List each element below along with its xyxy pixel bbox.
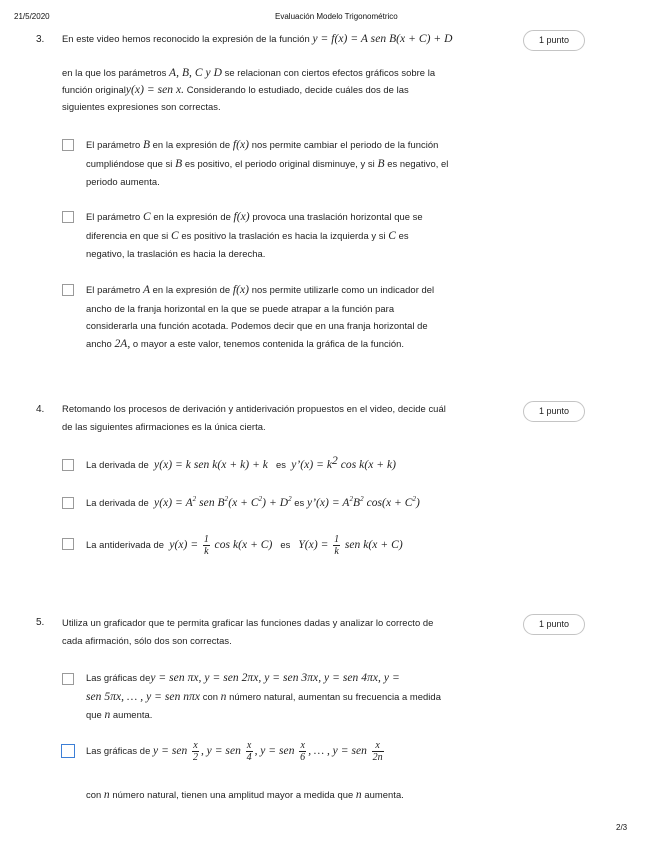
question-3-number: 3. [36,34,45,45]
question-3-points-badge: 1 punto [523,30,585,51]
question-3-intro [62,30,452,49]
question-4-prompt: Retomando los procesos de derivación y antiderivación propuestos en el video, decide cuál de las siguientes afirmaciones es la única cierta. [62,403,446,432]
print-date: 21/5/2020 [14,12,50,21]
q3-option-2-text: El parámetro C en la expresión de f(x) provoca una traslación horizontal que se diferencia en que si C es positivo la traslación es hacia la izquierda y si C es negativo, la traslación es hacia la derecha. [86,211,423,260]
q3-original-function: y(x) = sen x. [125,84,185,96]
q4-option-3-checkbox[interactable] [62,538,74,550]
document-title: Evaluación Modelo Trigonométrico [275,12,398,21]
q5-option-2-text: Las gráficas de y = sen $\frac{x}{2}$ , y = sen $\frac{x}{4}$ , y = sen $\frac{x}{6}$ , … , y = sen $\frac{x}{2n}$ [86,740,383,763]
q5-option-2-checkbox[interactable] [61,744,75,758]
q3-line4: siguientes expresiones son correctas. [62,101,221,112]
question-4-points-badge: 1 punto [523,401,585,422]
q4-option-1-checkbox[interactable] [62,459,74,471]
question-4-number: 4. [36,404,45,415]
question-5-prompt: Utiliza un graficador que te permita graficar las funciones dadas y analizar lo correcto de cada afirmación, sólo dos son correctas. [62,617,434,646]
q5-option-1-text: Las gráficas dey = sen πx, y = sen 2πx, y = sen 3πx, y = sen 4πx, y = sen 5πx, … , y = sen nπx con n número natural, aumentan su frecuencia a medida que n aumenta. [86,672,441,722]
q3-formula: y = f(x) = A sen B(x + C) + D [312,33,453,45]
q3-intro-text: En este video hemos reconocido la expresión de la función [62,33,310,44]
question-5-points-badge: 1 punto [523,614,585,635]
q3-line3: función originaly(x) = sen x. Considerando lo estudiado, decide cuáles dos de las [62,84,409,96]
q3-option-2-checkbox[interactable] [62,211,74,223]
q4-option-2-text: La derivada de $y(x) = A^2$ sen $B^2(x + C^2) + D^2$ es y’(x) = $A^2B^2$ $\cos(x + C^2)$ [86,495,420,509]
q5-option-1-checkbox[interactable] [62,673,74,685]
question-5-number: 5. [36,617,45,628]
q3-line2: en la que los parámetros A, B, C y D se relacionan con ciertos efectos gráficos sobre la [62,67,436,79]
page-number: 2/3 [616,823,628,832]
q5-option-2-continuation: con n número natural, tienen una amplitud mayor a medida que n aumenta. [86,789,404,801]
q4-option-2-checkbox[interactable] [62,497,74,509]
q4-option-1-text: La derivada de y(x) = k sen k(x + k) + k es y’(x) = $k^2$ cos k(x + k) [86,454,397,471]
q3-option-1-checkbox[interactable] [62,139,74,151]
q3-params: A, B, C y D [169,67,222,79]
q4-option-3-text: La antiderivada de y(x) = $\frac{1}{k}$ cos k(x + C) es Y(x) = $\frac{1}{k}$ sen k(x + C) [86,534,403,557]
q3-option-3-text: El parámetro A en la expresión de f(x) nos permite utilizarle como un indicador del ancho de la franja horizontal en la que se puede atrapar a la función para considerarla una función acotada. Podemos decir que en una franja horizontal de ancho 2A, o mayor a este valor, tenemos contenida la gráfica de la función. [86,284,435,350]
q4-fraction-1: $\frac{1}{k}$ [203,534,209,557]
q3-option-1-text: El parámetro B en la expresión de f(x) nos permite cambiar el periodo de la función cumpliéndose que si B es positivo, el periodo original disminuye, y si B es negativo, el periodo aumenta. [86,139,449,188]
q4-fraction-2: $\frac{1}{k}$ [334,534,340,557]
q3-option-3-checkbox[interactable] [62,284,74,296]
